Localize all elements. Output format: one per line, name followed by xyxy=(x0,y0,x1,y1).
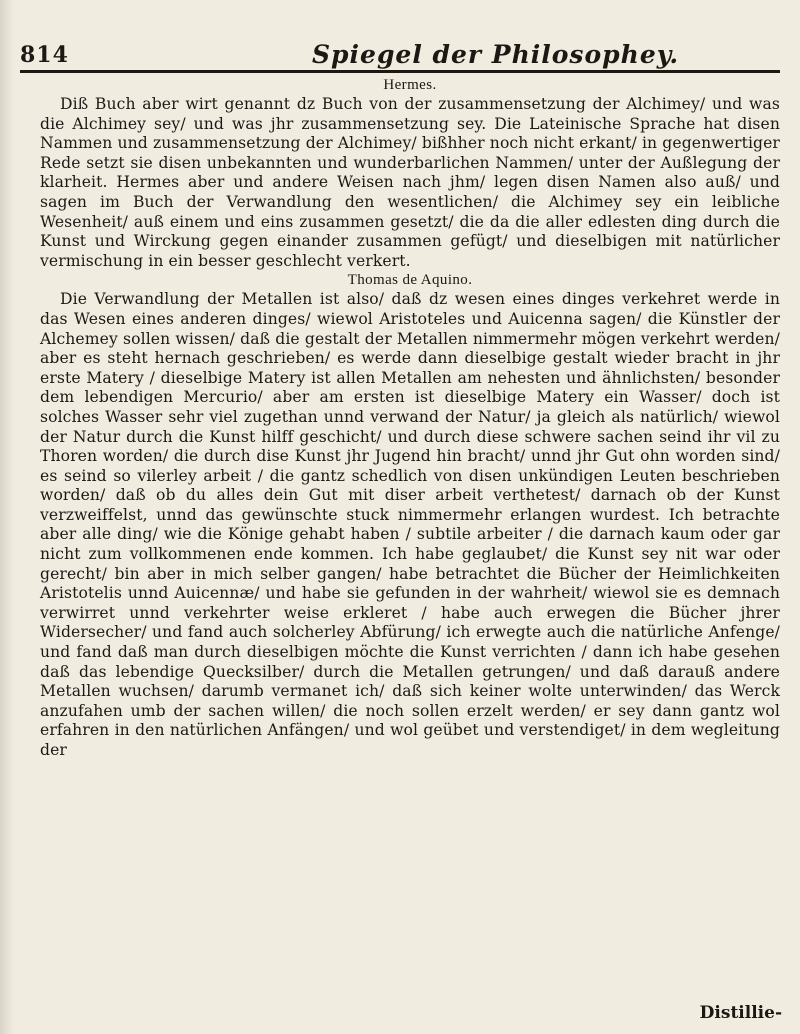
body-text xyxy=(40,76,780,761)
paragraph-thomas: Die Verwandlung der Metallen ist also/ daß dz wesen eines dinges verkehret werde in das Wesen eines anderen dinges/ wiewol Aristoteles und Auicenna sagen/ die Künstler der Alchemey sollen wissen/ daß die gestalt der Metallen nimmermehr mögen verkehrt werden/ aber es steht hernach geschrieben/ es werde dann dieselbige gestalt wieder bracht in jhr erste Matery / dieselbige Matery ist allen Metallen am nehesten und ähnlichsten/ besonder dem lebendigen Mercurio/ aber am ersten ist dieselbige Matery ein Wasser/ doch ist solches Wasser sehr viel zugethan unnd verwand der Natur/ ja gleich als natürlich/ wiewol der Natur durch die Kunst hilff geschicht/ und durch diese schwere sachen seind ihr vil zu Thoren worden/ die durch dise Kunst jhr Jugend hin bracht/ unnd jhr Gut ohn worden sind/ es seind so vilerley arbeit / die gantz schedlich von disen unkündigen Leuten beschrieben worden/ daß ob du alles dein Gut mit diser arbeit verthetest/ darnach ob der Kunst verzweiffelst, unnd das gewünschte stuck nimmermehr erlangen wurdest. Ich betrachte aber alle ding/ wie die Könige gehabt haben / subtile arbeiter / die darnach kaum oder gar nicht zum vollkommenen ende kommen. Ich habe geglaubet/ die Kunst sey nit war oder gerecht/ bin aber in mich selber gangen/ habe betrachtet die Bücher der Heimlichkeiten Aristotelis unnd Auicennæ/ und habe sie gefunden in der wahrheit/ wiewol sie es demnach verwirret unnd verkehrter weise erkleret / habe auch erwegen die Bücher jhrer Widersecher/ und fand auch solcherley Abfürung/ ich erwegte auch die natürliche Anfenge/ und fand daß man durch dieselbigen möchte die Kunst verrichten / dann ich habe gesehen daß das lebendige Quecksilber/ durch die Metallen getrungen/ und daß darauß andere Metallen wuchsen/ darumb vermanet ich/ daß sich keiner wolte unterwinden/ das Werck anzufahen umb der sachen willen/ die noch sollen erzelt werden/ er sey dann gantz wol erfahren in den natürlichen Anfängen/ und wol geübet und verstendiget/ in dem wegleitung der xyxy=(40,290,780,759)
paragraph-hermes: Diß Buch aber wirt genannt dz Buch von der zusammensetzung der Alchimey/ und was die Alchimey sey/ und was jhr zusammensetzung sey. Die Lateinische Sprache hat disen Nammen und zusammensetzung der Alchimey/ bißhher noch nicht erkant/ in gegenwertiger Rede setzt sie disen unbekannten und wunderbarlichen Nammen/ unter der Außlegung der klarheit. Hermes aber und andere Weisen nach jhm/ legen disen Namen also auß/ und sagen im Buch der Verwandlung den wesentlichen/ die Alchimey sey ein leibliche Wesenheit/ auß einem und eins zusammen gesetzt/ die da die aller edlesten ding durch die Kunst und Wirckung gegen einander zusammen gefügt/ und dieselbigen mit natürlicher vermischung in ein besser geschlecht verkert. xyxy=(40,95,780,270)
page-number: 814 xyxy=(20,42,69,68)
section-heading-thomas: Thomas de Aquino. xyxy=(347,272,473,289)
page-header xyxy=(20,38,780,68)
page-edge-shadow xyxy=(0,0,14,1034)
header-rule xyxy=(20,70,780,73)
running-title: Spiegel der Philosophey. xyxy=(312,40,680,69)
section-heading-hermes: Hermes. xyxy=(383,77,437,93)
catchword: Distillie- xyxy=(699,1003,782,1023)
